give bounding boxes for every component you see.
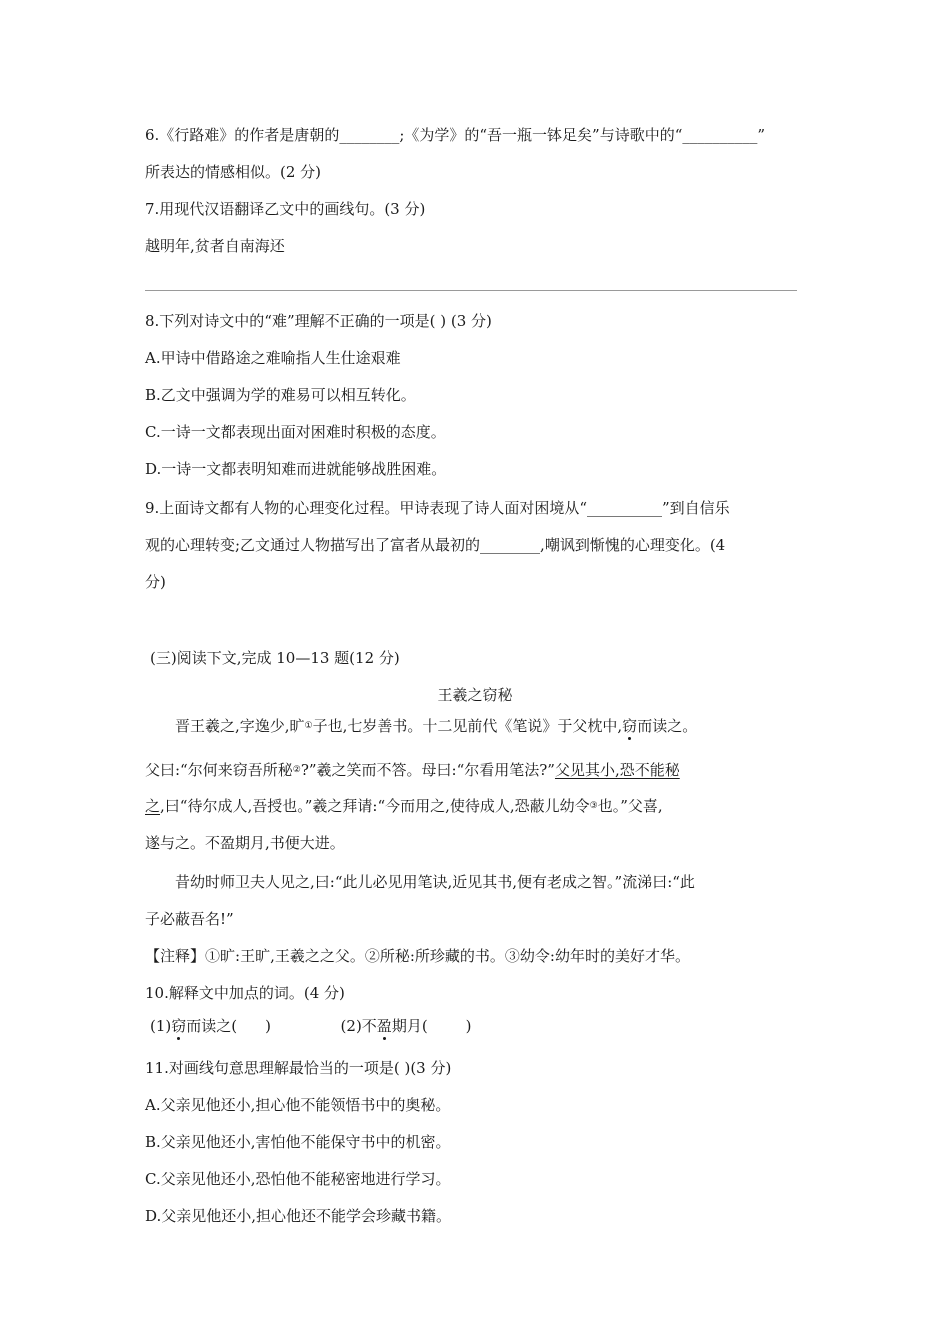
note-marker-3: ③ xyxy=(589,801,598,811)
answer-line xyxy=(145,290,797,291)
passage-line-4: 遂与之。不盈期月,书便大进。 xyxy=(145,834,345,852)
q10-item-2-text: 期月( xyxy=(391,1017,428,1035)
passage-text: 也。”父喜, xyxy=(597,797,663,815)
dotted-word: 窃 xyxy=(622,717,638,735)
note-marker-2: ② xyxy=(292,765,301,775)
q6-line-1: 6.《行路难》的作者是唐朝的________;《为学》的“吾一瓶一钵足矣”与诗歌中的“__________” xyxy=(145,126,766,144)
q11-option-a: A.父亲见他还小,担心他不能领悟书中的奥秘。 xyxy=(145,1096,451,1114)
passage-line-6: 子必蔽吾名!” xyxy=(145,910,234,928)
annotation-text: ①旷:王旷,王羲之之父。②所秘:所珍藏的书。③幼令:幼年时的美好才华。 xyxy=(205,947,690,965)
q10-prompt: 10.解释文中加点的词。(4 分) xyxy=(145,984,345,1002)
passage-text: 而读之。 xyxy=(637,717,698,735)
q10-items xyxy=(150,1016,820,1036)
underlined-sentence: 之 xyxy=(145,797,161,815)
dotted-word: 窃 xyxy=(171,1017,187,1035)
passage-line-5: 昔幼时师卫夫人见之,曰:“此儿必见用笔诀,近见其书,便有老成之智。”流涕曰:“此 xyxy=(175,873,695,891)
passage-text: 晋王羲之,字逸少,旷 xyxy=(175,717,305,735)
passage-line-2 xyxy=(145,760,815,780)
q8-option-a: A.甲诗中借路途之难喻指人生仕途艰难 xyxy=(145,349,401,367)
q7-sentence: 越明年,贫者自南海还 xyxy=(145,237,285,255)
dotted-word: 盈 xyxy=(376,1017,392,1035)
note-marker-1: ① xyxy=(304,721,313,731)
passage-text: ,曰“待尔成人,吾授也。”羲之拜请:“今而用之,使待成人,恐蔽儿幼令 xyxy=(160,797,590,815)
passage-text: 父曰:“尔何来窃吾所秘 xyxy=(145,761,293,779)
q10-item-1-close: ) xyxy=(265,1017,271,1035)
q8-prompt: 8.下列对诗文中的“难”理解不正确的一项是( ) (3 分) xyxy=(145,312,492,330)
q11-option-c: C.父亲见他还小,恐怕他不能秘密地进行学习。 xyxy=(145,1170,451,1188)
q10-item-1-number: (1) xyxy=(150,1017,172,1035)
q9-line-3: 分) xyxy=(145,573,166,591)
q11-option-d: D.父亲见他还小,担心他还不能学会珍藏书籍。 xyxy=(145,1207,452,1225)
passage-text: 子也,七岁善书。十二见前代《笔说》于父枕中, xyxy=(312,717,623,735)
annotation-label: 【注释】 xyxy=(145,947,206,965)
annotation xyxy=(145,946,815,966)
q8-option-c: C.一诗一文都表现出面对困难时积极的态度。 xyxy=(145,423,446,441)
q6-line-2: 所表达的情感相似。(2 分) xyxy=(145,163,322,181)
passage-line-1 xyxy=(175,716,845,736)
q9-line-2: 观的心理转变;乙文通过人物描写出了富者从最初的________,嘲讽到惭愧的心理变化。(4 xyxy=(145,536,726,554)
q11-prompt: 11.对画线句意思理解最恰当的一项是( )(3 分) xyxy=(145,1059,452,1077)
passage-line-3 xyxy=(145,796,815,816)
q10-item-2-close: ) xyxy=(465,1017,472,1035)
q8-option-d: D.一诗一文都表明知难而进就能够战胜困难。 xyxy=(145,460,447,478)
q7-prompt: 7.用现代汉语翻译乙文中的画线句。(3 分) xyxy=(145,200,426,218)
section-3-heading: (三)阅读下文,完成 10—13 题(12 分) xyxy=(150,649,400,667)
passage-title: 王羲之窃秘 xyxy=(437,686,513,704)
q8-option-b: B.乙文中强调为学的难易可以相互转化。 xyxy=(145,386,416,404)
q9-line-1: 9.上面诗文都有人物的心理变化过程。甲诗表现了诗人面对困境从“__________”到自信乐 xyxy=(145,499,730,517)
q10-item-1-text: 而读之( xyxy=(186,1017,238,1035)
q10-item-2-number: (2)不 xyxy=(340,1017,377,1035)
q11-option-b: B.父亲见他还小,害怕他不能保守书中的机密。 xyxy=(145,1133,451,1151)
passage-text: ?”羲之笑而不答。母曰:“尔看用笔法?” xyxy=(300,761,555,779)
underlined-sentence: 父见其小,恐不能秘 xyxy=(554,761,680,779)
